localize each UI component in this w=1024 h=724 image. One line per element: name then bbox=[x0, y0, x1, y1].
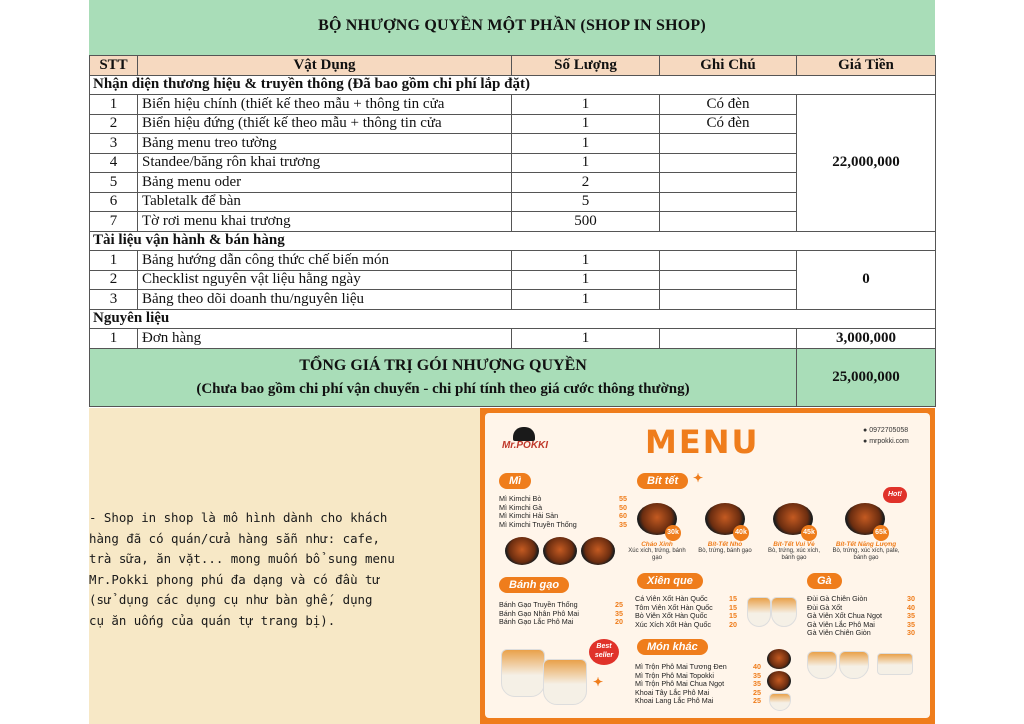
cell-qty: 2 bbox=[512, 173, 660, 193]
item-price: 25 bbox=[615, 600, 623, 609]
dish-description: Xúc xích, trứng, bánh gạo bbox=[628, 548, 686, 561]
cell-note bbox=[660, 173, 797, 193]
noodle-dish-image bbox=[767, 671, 791, 691]
document-title: BỘ NHƯỢNG QUYỀN MỘT PHẦN (SHOP IN SHOP) bbox=[318, 17, 706, 34]
description-line: cụ ăn uống của quán tự trang bị). bbox=[89, 612, 336, 628]
item-price: 20 bbox=[615, 617, 623, 627]
xienque-items bbox=[635, 595, 737, 629]
chef-hat-icon bbox=[513, 427, 535, 441]
section-row bbox=[90, 231, 936, 251]
cell-qty: 1 bbox=[512, 114, 660, 134]
category-banhgao: Bánh gạo bbox=[499, 577, 569, 593]
total-row bbox=[90, 348, 936, 406]
menu-image bbox=[480, 408, 935, 724]
table-row bbox=[90, 329, 936, 349]
col-header-item: Vật Dụng bbox=[138, 56, 512, 76]
badge-line: Best bbox=[596, 643, 612, 650]
dish-name: Cháo Xinh bbox=[641, 541, 673, 548]
menu-item bbox=[635, 621, 737, 630]
cell-stt: 7 bbox=[90, 212, 138, 232]
item-name: Mì Trộn Phô Mai Chua Ngọt bbox=[635, 679, 725, 689]
noodle-bowl-image bbox=[505, 537, 539, 565]
item-name: Bò Viên Xốt Hàn Quốc bbox=[635, 611, 708, 621]
cell-qty: 1 bbox=[512, 134, 660, 154]
badge-line: seller bbox=[594, 652, 614, 659]
dish-description: Bò, trứng, xúc xích, bánh gạo bbox=[767, 548, 821, 561]
cell-note bbox=[660, 290, 797, 310]
item-name: Gà Viên Lắc Phô Mai bbox=[807, 619, 875, 629]
section-price: 3,000,000 bbox=[797, 329, 936, 349]
skewer-cup-image bbox=[771, 597, 797, 627]
section-heading: Tài liệu vận hành & bán hàng bbox=[90, 231, 936, 251]
cell-qty: 1 bbox=[512, 270, 660, 290]
rice-cake-cup-image bbox=[543, 659, 587, 705]
item-name: Bánh Gạo Lắc Phô Mai bbox=[499, 617, 574, 627]
item-price: 25 bbox=[753, 696, 761, 706]
cell-stt: 1 bbox=[90, 329, 138, 349]
cell-item: Tờ rơi menu khai trương bbox=[138, 212, 512, 232]
item-price: 15 bbox=[729, 611, 737, 621]
item-name: Mì Trộn Phô Mai Tương Đen bbox=[635, 662, 727, 671]
price-tag: 45k bbox=[801, 525, 817, 541]
chicken-tray-image bbox=[877, 653, 913, 675]
cell-item: Đơn hàng bbox=[138, 329, 512, 349]
item-price: 25 bbox=[753, 687, 761, 697]
section-heading: Nhận diện thương hiệu & truyền thông (Đã bao gồm chi phí lắp đặt) bbox=[90, 75, 936, 95]
menu-card bbox=[485, 413, 930, 718]
fries-image bbox=[769, 693, 791, 711]
title-band bbox=[89, 0, 935, 55]
item-name: Gà Viên Chiên Giòn bbox=[807, 628, 871, 638]
dish-description: Bò, trứng, xúc xích, pate, bánh gạo bbox=[832, 548, 900, 561]
cell-note: Có đèn bbox=[660, 95, 797, 115]
item-price: 30 bbox=[907, 594, 915, 603]
item-name: Gà Viên Xốt Chua Ngọt bbox=[807, 611, 882, 621]
chicken-cup-image bbox=[839, 651, 869, 679]
cell-stt: 3 bbox=[90, 134, 138, 154]
item-name: Mì Kimchi Truyền Thống bbox=[499, 519, 577, 529]
description-line: (sử dụng các dụng cụ như bàn ghế, dụng bbox=[89, 592, 373, 607]
item-name: Khoai Tây Lắc Phô Mai bbox=[635, 687, 710, 697]
franchise-table-document bbox=[89, 0, 935, 408]
item-price: 40 bbox=[907, 602, 915, 612]
cell-qty: 1 bbox=[512, 251, 660, 271]
total-label: TỔNG GIÁ TRỊ GÓI NHƯỢNG QUYỀN bbox=[299, 357, 587, 374]
cell-stt: 1 bbox=[90, 251, 138, 271]
item-price: 35 bbox=[907, 619, 915, 629]
dish-name: Bít-Tết Nhỏ bbox=[707, 541, 743, 548]
cell-qty: 1 bbox=[512, 95, 660, 115]
cell-item: Bảng theo dõi doanh thu/nguyên liệu bbox=[138, 290, 512, 310]
table-row bbox=[90, 95, 936, 115]
website: ● mrpokki.com bbox=[863, 438, 909, 445]
cell-item: Tabletalk để bàn bbox=[138, 192, 512, 212]
price-tag: 40k bbox=[733, 525, 749, 541]
cell-item: Standee/băng rôn khai trương bbox=[138, 153, 512, 173]
item-name: Mì Kimchi Gà bbox=[499, 502, 543, 512]
item-name: Xúc Xích Xốt Hàn Quốc bbox=[635, 619, 711, 629]
menu-title: MENU bbox=[645, 423, 760, 461]
item-name: Mì Trộn Phô Mai Topokki bbox=[635, 670, 714, 680]
description-line: trà sữa, ăn vặt... mong muốn bổ sung menu bbox=[89, 551, 395, 566]
banhgao-items bbox=[499, 601, 623, 627]
item-price: 50 bbox=[619, 502, 627, 512]
ga-items bbox=[807, 595, 915, 638]
cell-note bbox=[660, 270, 797, 290]
dish-caption bbox=[695, 541, 755, 555]
cell-qty: 5 bbox=[512, 192, 660, 212]
item-name: Bánh Gạo Truyền Thống bbox=[499, 600, 578, 609]
sparkle-icon: ✦ bbox=[693, 471, 704, 485]
best-seller-badge bbox=[589, 639, 619, 665]
cell-note bbox=[660, 134, 797, 154]
noodle-bowl-image bbox=[543, 537, 577, 565]
col-header-stt: STT bbox=[90, 56, 138, 76]
noodle-bowl-image bbox=[581, 537, 615, 565]
section-row bbox=[90, 75, 936, 95]
item-price: 35 bbox=[619, 519, 627, 529]
sparkle-icon: ✦ bbox=[593, 675, 604, 689]
cell-stt: 2 bbox=[90, 270, 138, 290]
dish-caption bbox=[763, 541, 825, 562]
franchise-items-table bbox=[89, 55, 936, 407]
section-price: 22,000,000 bbox=[797, 95, 936, 232]
dish-name: Bít-Tết Vui Vẻ bbox=[773, 541, 815, 548]
col-header-qty: Số Lượng bbox=[512, 56, 660, 76]
category-monkhac: Món khác bbox=[637, 639, 708, 655]
item-price: 15 bbox=[729, 602, 737, 612]
header-row bbox=[90, 56, 936, 76]
total-sublabel: (Chưa bao gồm chi phí vận chuyển - chi phí tính theo giá cước thông thường) bbox=[196, 381, 690, 397]
cell-note bbox=[660, 212, 797, 232]
cell-note bbox=[660, 329, 797, 349]
brand-name: Mr.POKKI bbox=[501, 440, 549, 451]
monkhac-items bbox=[635, 663, 761, 706]
lower-panel bbox=[89, 408, 935, 724]
category-ga: Gà bbox=[807, 573, 842, 589]
cell-stt: 2 bbox=[90, 114, 138, 134]
mi-items bbox=[499, 495, 627, 529]
cell-item: Biển hiệu đứng (thiết kế theo mẫu + thông tin cửa bbox=[138, 114, 512, 134]
item-name: Khoai Lang Lắc Phô Mai bbox=[635, 696, 714, 706]
total-value: 25,000,000 bbox=[797, 348, 936, 406]
cell-qty: 1 bbox=[512, 290, 660, 310]
item-price: 20 bbox=[729, 619, 737, 629]
section-row bbox=[90, 309, 936, 329]
phone-text: 0972705058 bbox=[869, 427, 909, 434]
menu-item bbox=[807, 629, 915, 638]
dish-name: Bít-Tết Năng Lượng bbox=[835, 541, 897, 548]
item-price: 35 bbox=[753, 679, 761, 689]
menu-item bbox=[499, 521, 627, 530]
dish-caption bbox=[831, 541, 901, 562]
menu-item bbox=[635, 697, 761, 706]
cell-item: Bảng menu oder bbox=[138, 173, 512, 193]
cell-note bbox=[660, 153, 797, 173]
description-line: hàng đã có quán/cửa hàng sẵn như: cafe, bbox=[89, 530, 380, 546]
category-mi: Mì bbox=[499, 473, 531, 489]
cell-note bbox=[660, 251, 797, 271]
cell-note bbox=[660, 192, 797, 212]
noodle-dish-image bbox=[767, 649, 791, 669]
website-text: mrpokki.com bbox=[869, 438, 909, 445]
item-name: Tôm Viên Xốt Hàn Quốc bbox=[635, 602, 713, 612]
dish-caption bbox=[627, 541, 687, 562]
price-tag: 30k bbox=[665, 525, 681, 541]
cell-stt: 5 bbox=[90, 173, 138, 193]
col-header-note: Ghi Chú bbox=[660, 56, 797, 76]
hot-badge: Hot! bbox=[883, 487, 907, 503]
item-name: Bánh Gạo Nhân Phô Mai bbox=[499, 608, 579, 618]
chicken-cup-image bbox=[807, 651, 837, 679]
contact-info bbox=[863, 425, 909, 447]
col-header-price: Giá Tiền bbox=[797, 56, 936, 76]
item-name: Mì Kimchi Hải Sản bbox=[499, 511, 559, 521]
description-line: Mr.Pokki phong phú đa dạng và có đầu tư bbox=[89, 571, 380, 587]
section-heading: Nguyên liệu bbox=[90, 309, 936, 329]
item-name: Đùi Gà Chiên Giòn bbox=[807, 594, 868, 603]
shop-in-shop-description bbox=[89, 508, 481, 631]
item-price: 35 bbox=[615, 608, 623, 618]
item-price: 35 bbox=[907, 611, 915, 621]
item-name: Mì Kimchi Bò bbox=[499, 494, 542, 503]
cell-qty: 1 bbox=[512, 329, 660, 349]
cell-qty: 500 bbox=[512, 212, 660, 232]
cell-stt: 6 bbox=[90, 192, 138, 212]
item-price: 30 bbox=[907, 628, 915, 638]
cell-note: Có đèn bbox=[660, 114, 797, 134]
cell-stt: 4 bbox=[90, 153, 138, 173]
description-line: - Shop in shop là mô hình dành cho khách bbox=[89, 510, 388, 525]
cell-item: Bảng hướng dẫn công thức chế biến món bbox=[138, 251, 512, 271]
cell-item: Biển hiệu chính (thiết kế theo mẫu + thông tin cửa bbox=[138, 95, 512, 115]
section-price: 0 bbox=[797, 251, 936, 310]
menu-item bbox=[499, 618, 623, 627]
item-price: 15 bbox=[729, 594, 737, 603]
phone-number: ● 0972705058 bbox=[863, 427, 909, 434]
category-xienque: Xiên que bbox=[637, 573, 703, 589]
rice-cake-cup-image bbox=[501, 649, 545, 697]
cell-qty: 1 bbox=[512, 153, 660, 173]
cell-item: Checklist nguyên vật liệu hằng ngày bbox=[138, 270, 512, 290]
item-price: 55 bbox=[619, 494, 627, 503]
cell-stt: 1 bbox=[90, 95, 138, 115]
price-tag: 65k bbox=[873, 525, 889, 541]
item-price: 40 bbox=[753, 662, 761, 671]
table-row bbox=[90, 251, 936, 271]
brand-logo bbox=[497, 427, 553, 457]
item-price: 35 bbox=[753, 670, 761, 680]
dish-description: Bò, trứng, bánh gạo bbox=[698, 548, 752, 554]
cell-item: Bảng menu treo tường bbox=[138, 134, 512, 154]
skewer-cup-image bbox=[747, 597, 771, 627]
category-bittet: Bít tết bbox=[637, 473, 688, 489]
cell-stt: 3 bbox=[90, 290, 138, 310]
item-price: 60 bbox=[619, 511, 627, 521]
item-name: Cá Viên Xốt Hàn Quốc bbox=[635, 594, 708, 603]
item-name: Đùi Gà Xốt bbox=[807, 602, 843, 612]
total-label-cell bbox=[90, 348, 797, 406]
